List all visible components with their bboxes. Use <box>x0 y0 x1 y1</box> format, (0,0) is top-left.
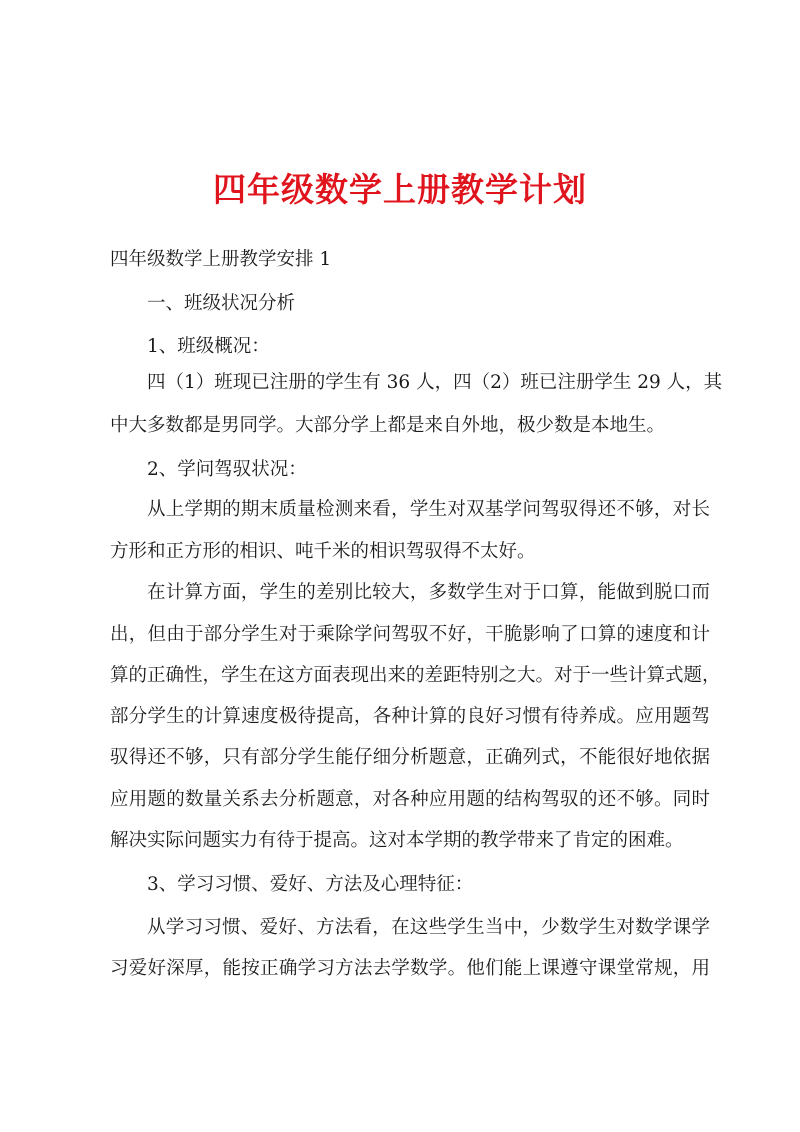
paragraph-line: 解决实际问题实力有待于提高。这对本学期的教学带来了肯定的困难。 <box>110 830 684 851</box>
paragraph-line: 出，但由于部分学生对于乘除学问驾驭不好，干脆影响了口算的速度和计 <box>110 624 710 645</box>
item-heading: 3、学习习惯、爱好、方法及心理特征： <box>147 874 474 895</box>
paragraph-line: 部分学生的计算速度极待提高，各种计算的良好习惯有待养成。应用题驾 <box>110 706 710 727</box>
item-heading: 1、班级概况： <box>147 336 270 357</box>
paragraph-line: 中大多数都是男同学。大部分学上都是来自外地，极少数是本地生。 <box>110 415 666 436</box>
section-heading: 四年级数学上册教学安排 1 <box>110 249 332 270</box>
paragraph-line: 方形和正方形的相识、吨千米的相识驾驭得不太好。 <box>110 541 536 562</box>
paragraph-line: 驭得还不够，只有部分学生能仔细分析题意，正确列式，不能很好地依据 <box>110 747 710 768</box>
paragraph-line: 应用题的数量关系去分析题意，对各种应用题的结构驾驭的还不够。同时 <box>110 789 710 810</box>
paragraph-line: 习爱好深厚，能按正确学习方法去学数学。他们能上课遵守课堂常规，用 <box>110 958 710 979</box>
paragraph-line: 四（1）班现已注册的学生有 36 人，四（2）班已注册学生 29 人，其 <box>147 372 723 393</box>
paragraph-line: 从上学期的期末质量检测来看，学生对双基学问驾驭得还不够，对长 <box>147 499 710 520</box>
paragraph-line: 从学习习惯、爱好、方法看，在这些学生当中，少数学生对数学课学 <box>147 917 710 938</box>
item-heading: 2、学问驾驭状况： <box>147 459 307 480</box>
document-title: 四年级数学上册教学计划 <box>213 170 587 209</box>
paragraph-line: 在计算方面，学生的差别比较大，多数学生对于口算，能做到脱口而 <box>147 582 710 603</box>
subsection-heading: 一、班级状况分析 <box>147 293 296 314</box>
paragraph-line: 算的正确性，学生在这方面表现出来的差距特别之大。对于一些计算式题， <box>110 665 721 686</box>
